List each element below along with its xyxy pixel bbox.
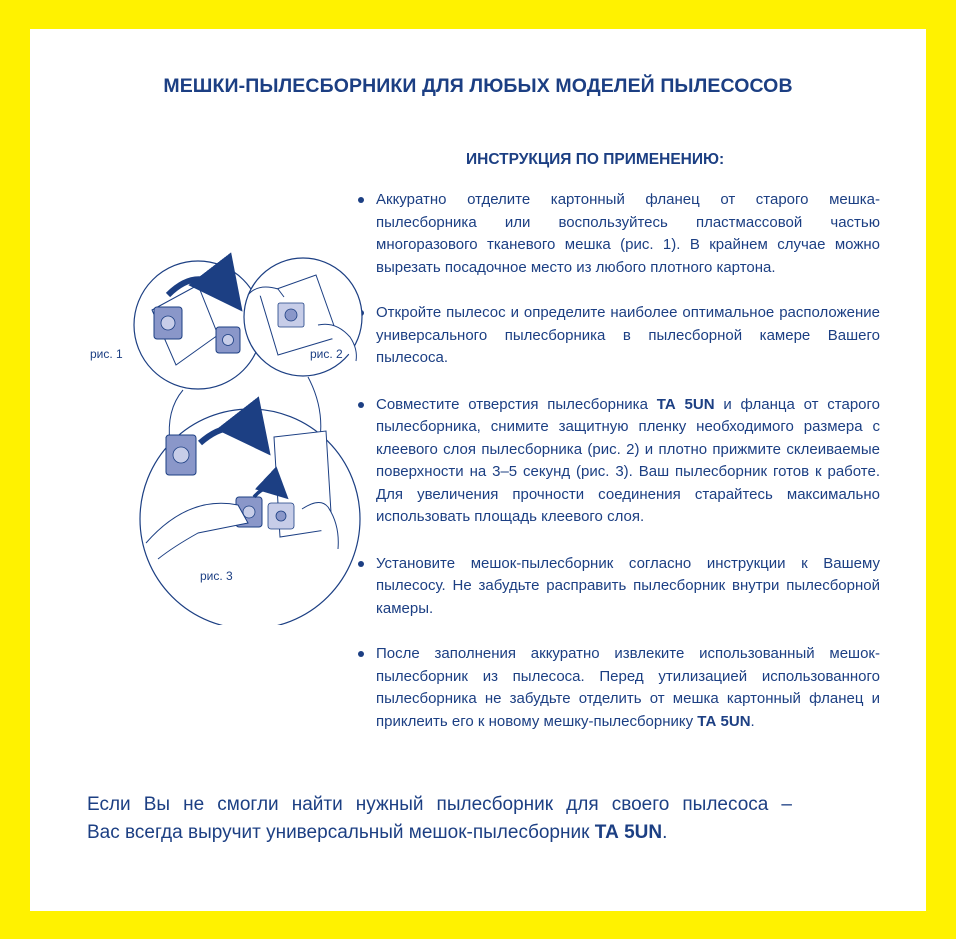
figure-1-illustration: [134, 261, 262, 389]
step-5-text-b: .: [750, 712, 755, 730]
footer-note: [87, 791, 792, 847]
figure-3-caption: рис. 3: [200, 569, 233, 583]
step-5-product-code: ТА 5UN: [697, 712, 751, 730]
step-3-text-a: Совместите отверстия пылесборника: [376, 395, 657, 413]
figure-2-illustration: [244, 258, 362, 376]
footer-line-2-end: .: [662, 822, 668, 843]
instruction-steps: [356, 189, 880, 733]
step-4: Установите мешок-пылесборник согласно инструкции к Вашему пылесосу. Не забудьте расправить пылесборник внутри пылесборной камеры.: [356, 553, 880, 621]
step-3-text-b: и фланца от старого пылесборника, снимите защитную пленку необходимого размера с клеевого слоя пылесборника (рис. 2) и плотно прижмите склеиваемые поверхности на 3–5 секунд (рис. 3). Ваш пылесборник готов к работе. Для увеличения прочности соединения старайтесь максимально использовать площадь клеевого слоя.: [376, 395, 881, 525]
step-3: [356, 394, 880, 529]
footer-line-2: [87, 819, 792, 847]
figure-1-caption: рис. 1: [90, 347, 123, 361]
figure-3-illustration: [140, 409, 360, 625]
footer-line-2-text: Вас всегда выручит универсальный мешок-пылесборник: [87, 822, 595, 843]
page-title: МЕШКИ-ПЫЛЕСБОРНИКИ ДЛЯ ЛЮБЫХ МОДЕЛЕЙ ПЫЛЕСОСОВ: [163, 75, 793, 97]
instructions-heading: ИНСТРУКЦИЯ ПО ПРИМЕНЕНИЮ:: [466, 151, 725, 168]
instruction-sheet: [30, 29, 926, 911]
footer-product-code: ТА 5UN: [594, 822, 663, 843]
instruction-illustrations: [88, 225, 418, 625]
step-5: [356, 643, 880, 733]
footer-line-1: Если Вы не смогли найти нужный пылесборник для своего пылесоса –: [87, 794, 792, 815]
figure-2-caption: рис. 2: [310, 347, 343, 361]
step-5-text-a: После заполнения аккуратно извлеките использованный мешок-пылесборник из пылесоса. Перед утилизацией использованного пылесборника не забудьте отделить от мешка картонный фланец и приклеить его к новому мешку-пылесборнику: [376, 645, 880, 730]
step-1: Аккуратно отделите картонный фланец от старого мешка-пылесборника или воспользуйтесь пластмассовой частью многоразового тканевого мешка (рис. 1). В крайнем случае можно вырезать посадочное место из любого плотного картона.: [356, 189, 880, 279]
step-2: Откройте пылесос и определите наиболее оптимальное расположение универсального пылесборника в пылесборной камере Вашего пылесоса.: [356, 302, 880, 370]
step-3-product-code: ТА 5UN: [656, 395, 715, 413]
